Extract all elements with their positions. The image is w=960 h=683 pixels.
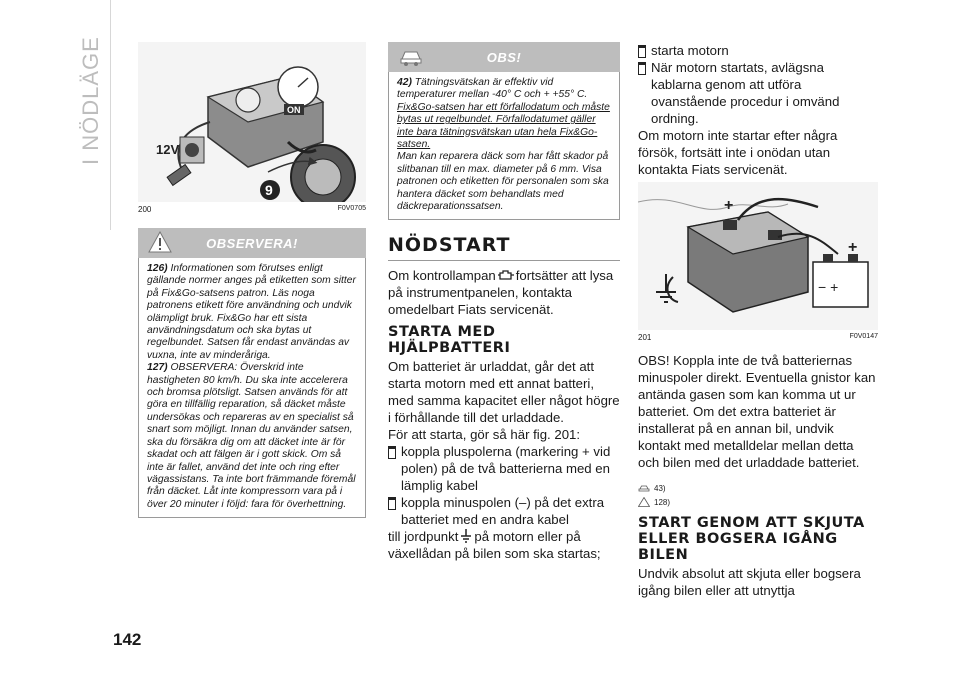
paragraph: till jordpunkt på motorn eller på växellådan på bilen som ska startas; xyxy=(388,529,601,562)
jump-start-illustration xyxy=(638,182,878,330)
paragraph: OBS! Koppla inte de två batteriernas minuspoler direkt. Eventuella gnistor kan antända gasen som kan komma ut ur batteriet. Om det extra batteriet är installerat på en annan bil, undvik kontakt med metalldelar mellan detta och bilen med det urladdade batteriet. xyxy=(638,353,876,470)
list-item: starta motorn xyxy=(638,42,878,59)
svg-text:+: + xyxy=(848,239,858,256)
column-3 xyxy=(638,42,878,599)
tire-repair-kit-illustration xyxy=(138,42,366,202)
reference-128: 128) xyxy=(638,497,878,507)
figure-200 xyxy=(138,42,366,202)
section-heading-hjalpbatteri: STARTA MED HJÄLPBATTERI xyxy=(388,324,511,357)
column-1 xyxy=(138,42,366,518)
warning-body xyxy=(138,258,366,518)
label-on: ON xyxy=(287,105,301,115)
figure-code: F0V0705 xyxy=(337,205,366,212)
paragraph: Om kontrollampan fortsätter att lysa på instrumentpanelen, kontakta omedelbart Fiats servicenät. xyxy=(388,268,614,318)
figure-code: F0V0147 xyxy=(849,333,878,340)
obs-body: 42) Tätningsvätskan är effektiv vid temperaturer mellan -40° C och + +55° C. Fix&Go-satsen har ett förfallodatum och måste bytas ut regelbundet. Förfallodatumet gäller inte bara tätningsvätskan utan hela Fix&Go-satsen. Man kan reparera däck som har fått skador på slitbanan till en max. diameter på 6 mm. Visa patronen och etiketten för personalen som ska hantera däcket som behandlats med däckreparationssatsen. xyxy=(388,72,620,220)
figure-200-caption xyxy=(138,205,366,214)
section-heading-bogsera: START GENOM ATT SKJUTA ELLER BOGSERA IGÅNG BILEN xyxy=(638,515,865,563)
engine-warning-icon xyxy=(498,269,514,282)
figure-number: 200 xyxy=(138,205,152,214)
list-item: När motorn startats, avlägsna kablarna genom att utföra ovanstående procedur i omvänd ordning. xyxy=(638,59,878,127)
warning-triangle-icon xyxy=(638,497,650,507)
paragraph: Om batteriet är urladdat, går det att starta motorn med ett annat batteri, med samma kapacitet eller något högre i förhållande till det urladdade. xyxy=(388,359,620,426)
obs-title: OBS! xyxy=(486,50,522,65)
label-9: 9 xyxy=(265,182,273,198)
ground-icon xyxy=(460,529,472,543)
svg-text:+: + xyxy=(724,197,734,214)
section-divider xyxy=(110,0,111,230)
warning-item: 126) Informationen som förutses enligt gällande normer anges på etiketten som sitter på Fix&Go-satsens patron. Läs noga patronens etikett före användning och undvik olämpligt bruk. Fix&Go har ett sista användningsdatum och ska bytas ut regelbundet. Satsen får endast användas av vuxna, inte av minderåriga. xyxy=(147,263,356,361)
section-heading-nodstart: NÖDSTART xyxy=(388,234,620,261)
list-item: koppla pluspolerna (markering + vid polen) på de två batterierna med en lämplig kabel xyxy=(388,443,620,494)
column-2 xyxy=(388,42,620,562)
obs-header xyxy=(388,42,620,72)
page-number: 142 xyxy=(113,630,142,649)
warning-title: OBSERVERA! xyxy=(206,236,298,251)
figure-201-caption xyxy=(638,333,878,342)
svg-text:− +: − + xyxy=(818,279,839,295)
paragraph: För att starta, gör så här fig. 201: xyxy=(388,427,581,443)
figure-201 xyxy=(638,182,878,330)
reference-43: 43) xyxy=(638,483,878,493)
warning-item: 127) OBSERVERA: Överskrid inte hastigheten 80 km/h. Du ska inte accelerera och bromsa plötsligt. Satsen används för att göra en tillfällig reparation, så däcket måste undersökas och repareras av en specialist så snart som möjligt. Innan du använder satsen, ska du försäkra dig om att däcket inte är för skadat och att fälgen är i gott skick. Om så inte är fallet, använd det inte och ring efter vägassistans. Ta inte bort främmande föremål från däcket. Låt inte kompressorn vara på i över 20 minuter i följd: fara för överhettning. xyxy=(147,362,356,510)
car-warning-icon xyxy=(638,483,650,493)
figure-number: 201 xyxy=(638,333,652,342)
section-tab-label: I NÖDLÄGE xyxy=(78,36,103,165)
paragraph: Om motorn inte startar efter några försök, fortsätt inte i onödan utan kontakta Fiats servicenät. xyxy=(638,128,838,177)
list-item: koppla minuspolen (–) på det extra batteriet med en andra kabel xyxy=(388,494,620,528)
label-12v: 12V xyxy=(156,142,180,157)
paragraph: Undvik absolut att skjuta eller bogsera igång bilen eller att utnyttja xyxy=(638,566,861,598)
section-tab xyxy=(78,36,104,165)
warning-header xyxy=(138,228,366,258)
